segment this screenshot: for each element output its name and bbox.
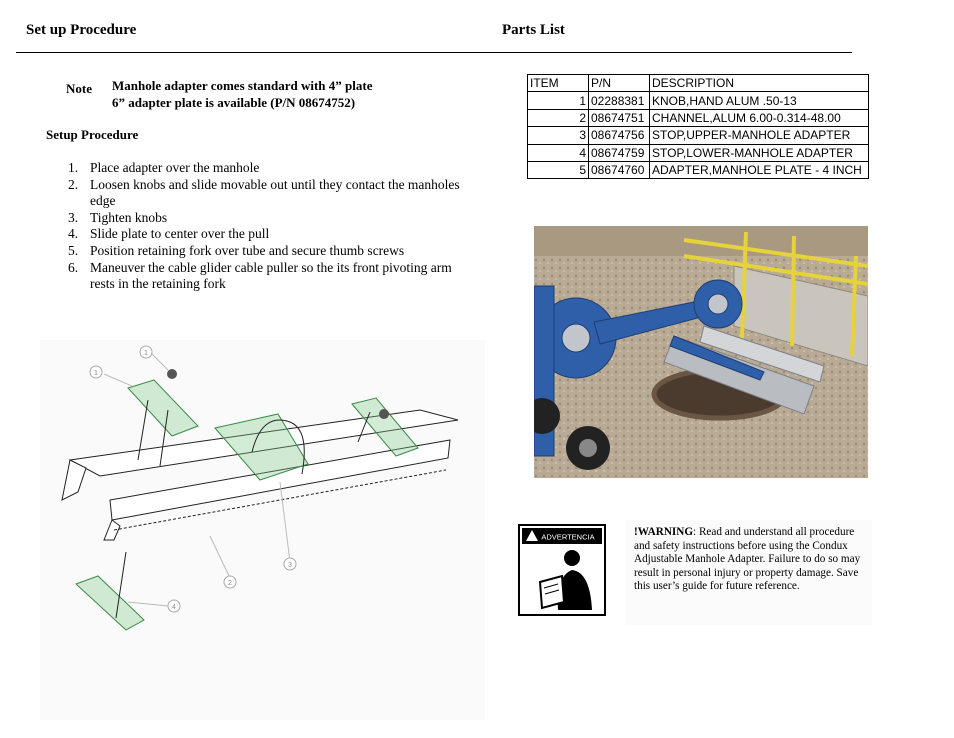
col-pn: P/N	[589, 75, 650, 92]
table-row	[528, 144, 869, 161]
callout-label: 2	[228, 580, 232, 587]
setup-header: Set up Procedure	[26, 22, 137, 38]
step-number: 3.	[68, 209, 79, 225]
parts-header-row	[528, 75, 869, 92]
note-line-2: 6” adapter plate is available (P/N 08674752)	[112, 95, 356, 110]
warning-text	[634, 526, 870, 594]
col-description: DESCRIPTION	[650, 75, 869, 92]
step-item	[68, 242, 460, 260]
cell-pn: 08674751	[589, 109, 650, 126]
table-row	[528, 161, 869, 178]
cell-item: 3	[528, 127, 589, 144]
callout-label: 4	[172, 604, 176, 611]
warning-sign-icon	[518, 524, 606, 616]
step-text: Position retaining fork over tube and secure thumb screws	[90, 242, 405, 258]
callout-label: 1	[94, 370, 98, 377]
step-text: Maneuver the cable glider cable puller so the its front pivoting arm rests in the retaining fork	[90, 259, 452, 292]
step-item	[68, 176, 460, 210]
step-text: Slide plate to center over the pull	[90, 226, 270, 242]
note-text	[112, 77, 432, 111]
callout-label: 3	[288, 562, 292, 569]
installation-photo	[534, 226, 868, 478]
setup-title: Setup Procedure	[46, 127, 139, 142]
note-label: Note	[66, 81, 92, 96]
exploded-diagram	[40, 340, 485, 720]
step-text: Tighten knobs	[90, 209, 168, 225]
step-item	[68, 226, 460, 243]
cell-item: 1	[528, 92, 589, 109]
cell-desc: ADAPTER,MANHOLE PLATE - 4 INCH	[650, 161, 869, 178]
step-number: 6.	[68, 259, 79, 275]
warning-lead: !WARNING	[634, 526, 694, 538]
step-number: 4.	[68, 226, 79, 242]
step-number: 5.	[68, 242, 79, 258]
sign-label: ADVERTENCIA	[541, 532, 595, 542]
cell-pn: 08674756	[589, 127, 650, 144]
step-text: Loosen knobs and slide movable out until they contact the manholes edge	[90, 176, 460, 209]
header-rule	[16, 52, 852, 53]
step-number: 1.	[68, 160, 79, 175]
col-item: ITEM	[528, 75, 589, 92]
parts-header: Parts List	[502, 22, 565, 38]
table-row	[528, 92, 869, 109]
cell-desc: STOP,LOWER-MANHOLE ADAPTER	[650, 144, 869, 161]
callout-label: 1	[144, 350, 148, 357]
parts-table	[527, 74, 869, 179]
cell-item: 5	[528, 161, 589, 178]
cell-desc: KNOB,HAND ALUM .50-13	[650, 92, 869, 109]
step-text: Place adapter over the manhole	[90, 160, 260, 175]
setup-steps	[48, 160, 460, 293]
note-line-1: Manhole adapter comes standard with 4” plate	[112, 78, 373, 93]
step-item	[68, 209, 460, 227]
cell-pn: 02288381	[589, 92, 650, 109]
cell-pn: 08674759	[589, 144, 650, 161]
table-row	[528, 109, 869, 126]
table-row	[528, 127, 869, 144]
step-item	[68, 259, 460, 293]
warning-body: : Read and understand all procedure and safety instructions before using the Condux Adjustable Manhole Adapter. Failure to do so may result in personal injury or property damage. Save this user’s guide for future reference.	[634, 526, 861, 593]
cell-pn: 08674760	[589, 161, 650, 178]
step-number: 2.	[68, 176, 79, 192]
cell-desc: STOP,UPPER-MANHOLE ADAPTER	[650, 127, 869, 144]
cell-item: 2	[528, 109, 589, 126]
cell-desc: CHANNEL,ALUM 6.00-0.314-48.00	[650, 109, 869, 126]
cell-item: 4	[528, 144, 589, 161]
step-item	[68, 160, 460, 177]
